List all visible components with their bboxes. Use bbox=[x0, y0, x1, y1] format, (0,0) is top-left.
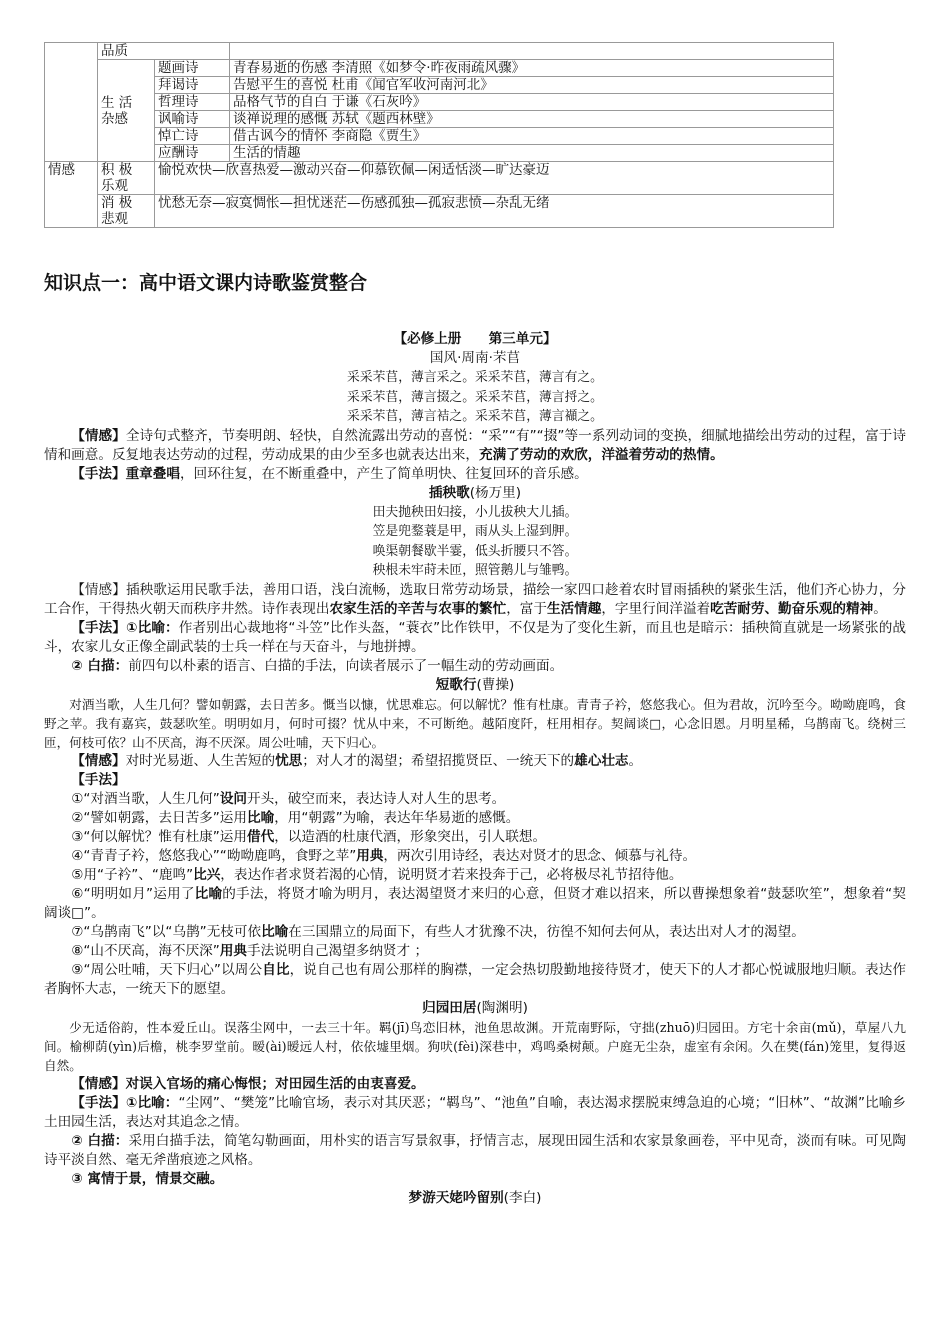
emotion-emphasis: 农家生活的辛苦与农事的繁忙 bbox=[329, 600, 507, 617]
poem-title: 国风·周南·芣苢 bbox=[429, 350, 521, 366]
poem-author: (杨万里) bbox=[469, 484, 522, 501]
poem-desc: 谈禅说理的感慨 苏轼《题西林壁》 bbox=[230, 111, 833, 128]
poem-type: 应酬诗 bbox=[158, 145, 199, 161]
emotion-paragraph bbox=[44, 427, 906, 465]
poem-heading bbox=[44, 484, 906, 503]
technique-item bbox=[44, 866, 906, 885]
technique-emphasis: 比喻 bbox=[247, 809, 275, 826]
emotion-paragraph bbox=[44, 752, 906, 771]
poem-type: 讽喻诗 bbox=[155, 111, 229, 128]
technique-text: ⑥“明明如月”运用了 bbox=[71, 885, 195, 902]
table-cell: 忧愁无奈—寂寞惆怅—担忧迷茫—伤感孤独—孤寂悲愤—杂乱无绪 bbox=[155, 195, 834, 228]
poem-desc: 告慰平生的喜悦 杜甫《闻官军收河南河北》 bbox=[230, 77, 833, 94]
emotion-text: 插秧歌运用民歌手法，善用口语，浅白流畅，选取日常劳动场景，描绘一家四口趁着农时冒雨插秧的紧张生活，他们齐心协力，分工合作，干得热火朝天而秩序井然。诗作表现出 bbox=[44, 581, 906, 617]
technique-paragraph bbox=[44, 465, 906, 484]
poem-desc: 青春易逝的伤感 李清照《如梦令·昨夜雨疏风骤》 bbox=[230, 60, 833, 77]
poem-heading bbox=[44, 999, 906, 1018]
technique-emphasis: 比喻 bbox=[261, 923, 289, 940]
table-cell: 积 极 乐观 bbox=[98, 162, 155, 195]
poem-line: 笠是兜鍪蓑是甲，雨从头上湿到胛。 bbox=[372, 524, 578, 539]
poem-heading bbox=[44, 676, 906, 695]
poem-title: 短歌行 bbox=[435, 676, 477, 693]
technique-text: 采用白描手法，简笔勾勒画面，用朴实的语言写景叙事，抒情言志，展现田园生活和农家景象画卷，平中见奇，淡而有味。可见陶诗平淡自然、毫无斧凿痕迹之风格。 bbox=[44, 1132, 906, 1168]
emotion-text: ；对人才的渴望；希望招揽贤臣、一统天下的 bbox=[302, 752, 575, 769]
technique-text: ⑦“乌鹊南飞”以“乌鹊”无枝可依 bbox=[71, 923, 262, 940]
section-heading: 知识点一：高中语文课内诗歌鉴赏整合 bbox=[44, 272, 368, 294]
technique-emphasis: ② 白描： bbox=[71, 1132, 129, 1149]
technique-text: ，说自己也有周公那样的胸襟，一定会热切殷勤地接待贤才，使天下的人才都心悦诚服地归顺。表达作者胸怀大志，一统天下的愿望。 bbox=[44, 961, 906, 997]
poem-desc: 借古讽今的情怀 李商隐《贾生》 bbox=[230, 128, 833, 145]
technique-emphasis: ② 白描： bbox=[71, 657, 129, 674]
table-cell: 生 活 杂感 bbox=[98, 60, 155, 162]
poem-author: (陶渊明) bbox=[476, 999, 528, 1016]
technique-item bbox=[44, 942, 906, 961]
technique-item bbox=[44, 885, 906, 923]
emotion-emphasis: 充满了劳动的欢欣，洋溢着劳动的热情。 bbox=[479, 446, 724, 463]
technique-emphasis: 比喻 bbox=[194, 885, 223, 902]
poem-heading bbox=[44, 1189, 906, 1208]
technique-text: 作者别出心裁地将“斗笠”比作头盔，“蓑衣”比作铁甲，不仅是为了变化生新，而且也是暗示：插秧简直就是一场紧张的战斗，农家儿女正像全副武装的士兵一样在与天奋斗，与地拼搏。 bbox=[44, 619, 907, 655]
poem-title: 梦游天姥吟留别 bbox=[408, 1189, 504, 1206]
emotion-paragraph bbox=[44, 581, 906, 619]
emotion-text: 。 bbox=[628, 752, 643, 769]
emotion-tag: 【情感】 bbox=[71, 427, 126, 444]
poem-author: (曹操) bbox=[476, 676, 515, 693]
technique-text: ，以造酒的杜康代酒，形象突出，引人联想。 bbox=[274, 828, 547, 845]
technique-text: ，用“朝露”为喻，表达年华易逝的感慨。 bbox=[274, 809, 520, 826]
technique-emphasis: ①比喻： bbox=[125, 1094, 179, 1111]
technique-text: ⑧“山不厌高，海不厌深” bbox=[71, 942, 220, 959]
emotion-emphasis: 生活情趣 bbox=[546, 600, 602, 617]
poem-line: 采采芣苢，薄言袺之。采采芣苢，薄言襭之。 bbox=[347, 409, 603, 424]
technique-emphasis: 比兴 bbox=[193, 866, 221, 883]
emotion-text: ，富于 bbox=[506, 600, 547, 617]
poem-line: 采采芣苢，薄言采之。采采芣苢，薄言有之。 bbox=[347, 370, 603, 385]
technique-paragraph bbox=[44, 1094, 906, 1132]
technique-paragraph bbox=[44, 1170, 906, 1189]
emotion-emphasis: 吃苦耐劳、勤奋乐观的精神 bbox=[710, 600, 874, 617]
technique-text: ③“何以解忧？惟有杜康”运用 bbox=[71, 828, 247, 845]
technique-text: “尘网”、“樊笼”比喻官场，表示对其厌恶；“羁鸟”、“池鱼”自喻，表达渴求摆脱束缚急迫的心境；“旧林”、“故渊”比喻乡土田园生活，表达对其追念之情。 bbox=[44, 1094, 906, 1130]
technique-item bbox=[44, 809, 906, 828]
emotion-tag: 【情感】 bbox=[71, 1075, 126, 1092]
technique-emphasis: 自比 bbox=[262, 961, 290, 978]
technique-item bbox=[44, 961, 906, 999]
poem-title: 插秧歌 bbox=[428, 484, 470, 501]
table-row bbox=[45, 60, 834, 162]
emotion-text: ，字里行间洋溢着 bbox=[601, 600, 711, 617]
technique-tag: 【手法】 bbox=[71, 465, 126, 482]
poem-desc: 品格气节的自白 于谦《石灰吟》 bbox=[230, 94, 833, 111]
poem-type: 悼亡诗 bbox=[155, 128, 229, 145]
technique-text: ⑤用“子衿”、“鹿鸣” bbox=[71, 866, 194, 883]
table-cell bbox=[45, 43, 98, 162]
poem-title: 归园田居 bbox=[422, 999, 477, 1016]
technique-emphasis: 用典 bbox=[356, 847, 384, 864]
technique-emphasis: 设问 bbox=[219, 790, 247, 807]
emotion-emphasis: 忧思 bbox=[275, 752, 303, 769]
technique-item bbox=[44, 923, 906, 942]
emotion-emphasis: 雄心壮志 bbox=[574, 752, 629, 769]
technique-paragraph bbox=[44, 657, 906, 676]
technique-emphasis: ③ 寓情于景，情景交融。 bbox=[71, 1170, 224, 1187]
technique-tag: 【手法】 bbox=[71, 1094, 126, 1111]
technique-text: ④“青青子衿，悠悠我心”“呦呦鹿鸣，食野之苹” bbox=[71, 847, 357, 864]
technique-text: 手法说明自己渴望多纳贤才 ； bbox=[247, 942, 429, 959]
poem-desc: 生活的情趣 bbox=[233, 145, 301, 161]
emotion-tag: 【情感】 bbox=[71, 752, 126, 769]
table-cell: 消 极 悲观 bbox=[98, 195, 155, 228]
technique-text: ①“对酒当歌，人生几何” bbox=[71, 790, 220, 807]
table-cell: 情感 bbox=[45, 162, 98, 228]
table-row bbox=[45, 195, 834, 228]
technique-emphasis: 用典 bbox=[219, 942, 247, 959]
category-table bbox=[44, 42, 834, 228]
technique-item bbox=[44, 847, 906, 866]
technique-text: ⑨“周公吐哺，天下归心”以周公 bbox=[71, 961, 263, 978]
table-cell bbox=[230, 60, 834, 162]
technique-paragraph bbox=[44, 619, 906, 657]
poem-line: 采采芣苢，薄言掇之。采采芣苢，薄言捋之。 bbox=[347, 389, 603, 405]
table-cell: 愉悦欢快—欣喜热爱—激动兴奋—仰慕钦佩—闲适恬淡—旷达豪迈 bbox=[155, 162, 834, 195]
poem-author: (李白) bbox=[503, 1189, 542, 1206]
emotion-emphasis: 对误入官场的痛心悔恨；对田园生活的由衷喜爱。 bbox=[125, 1075, 425, 1092]
technique-paragraph bbox=[44, 771, 906, 790]
technique-text: ，回环往复，在不断重叠中，产生了简单明快、往复回环的音乐感。 bbox=[179, 465, 588, 482]
technique-emphasis: ①比喻： bbox=[126, 619, 179, 636]
document-body bbox=[44, 330, 906, 1208]
poem-type: 拜谒诗 bbox=[155, 77, 229, 94]
technique-tag: 【手法】 bbox=[71, 619, 126, 636]
table-cell bbox=[155, 60, 230, 162]
table-cell: 品质 bbox=[98, 43, 230, 60]
emotion-text: 。 bbox=[873, 600, 887, 617]
poem-type: 题画诗 bbox=[155, 60, 229, 77]
technique-emphasis: 借代 bbox=[247, 828, 275, 845]
technique-item bbox=[44, 828, 906, 847]
technique-text: 开头，破空而来，表达诗人对人生的思考。 bbox=[247, 790, 506, 807]
poem-line: 田夫抛秧田妇接，小儿拔秧大儿插。 bbox=[372, 504, 578, 520]
table-cell bbox=[230, 43, 834, 60]
emotion-text: 全诗句式整齐，节奏明朗、轻快，自然流露出劳动的喜悦：“采”“有”“掇”等一系列动词的变换，细腻地描绘出劳动的过程，富于诗情和画意。反复地表达劳动的过程，劳动成果的由少至多也就表达出来， bbox=[44, 427, 906, 463]
table-row bbox=[45, 43, 834, 60]
technique-tag: 【手法】 bbox=[71, 771, 126, 788]
poem-text: 对酒当歌，人生几何？譬如朝露，去日苦多。慨当以慷，忧思难忘。何以解忧？惟有杜康。青青子衿，悠悠我心。但为君故，沉吟至今。呦呦鹿鸣，食野之苹。我有嘉宾，鼓瑟吹笙。明明如月，何时可掇？忧从中来，不可断绝。越陌度阡，枉用相存。契阔谈□，心念旧恩。月明星稀，乌鹊南飞。绕树三匝，何枝可依？山不厌高，海不厌深。周公吐哺，天下归心。 bbox=[44, 696, 906, 750]
emotion-paragraph bbox=[44, 1075, 906, 1094]
unit-title: 【必修上册 第三单元】 bbox=[393, 331, 557, 347]
table-row bbox=[45, 162, 834, 195]
emotion-text: 对时光易逝、人生苦短的 bbox=[125, 752, 276, 769]
poem-text: 少无适俗韵，性本爱丘山。误落尘网中，一去三十年。羁(jī)鸟恋旧林，池鱼思故渊。开荒南野际，守拙(zhuō)归园田。方宅十余亩(mǔ)，草屋八九间。榆柳荫(yìn)后檐，桃李罗堂前。暧(ài)暧远人村，依依墟里烟。狗吠(fèi)深巷中，鸡鸣桑树颠。户庭无尘杂，虚室有余闲。久在樊(fán)笼里，复得返自然。 bbox=[44, 1019, 906, 1073]
technique-item bbox=[44, 790, 906, 809]
category-table-wrap bbox=[44, 42, 834, 228]
technique-text: 前四句以朴素的语言、白描的手法，向读者展示了一幅生动的劳动画面。 bbox=[128, 657, 564, 674]
technique-paragraph bbox=[44, 1132, 906, 1170]
emotion-tag: 【情感】 bbox=[71, 581, 126, 598]
technique-text: 的手法，将贤才喻为明月，表达渴望贤才来归的心意，但贤才难以招来，所以曹操想象着“鼓瑟吹笙”，想象着“契阔谈□”。 bbox=[44, 885, 907, 921]
technique-text: ，表达作者求贤若渴的心情，说明贤才若来投奔于己，必将极尽礼节招待他。 bbox=[220, 866, 683, 883]
technique-text: 在三国鼎立的局面下，有些人才犹豫不决，彷徨不知何去何从，表达出对人才的渴望。 bbox=[288, 923, 805, 940]
technique-text: ，两次引用诗经，表达对贤才的思念、倾慕与礼待。 bbox=[383, 847, 697, 864]
technique-text: ②“譬如朝露，去日苦多”运用 bbox=[71, 809, 247, 826]
poem-line: 唤渠朝餐歇半霎，低头折腰只不答。 bbox=[372, 543, 578, 559]
poem-line: 秧根未牢莳未匝，照管鹅儿与雏鸭。 bbox=[372, 563, 578, 578]
poem-type: 哲理诗 bbox=[155, 94, 229, 111]
technique-emphasis: 重章叠唱 bbox=[125, 465, 180, 482]
